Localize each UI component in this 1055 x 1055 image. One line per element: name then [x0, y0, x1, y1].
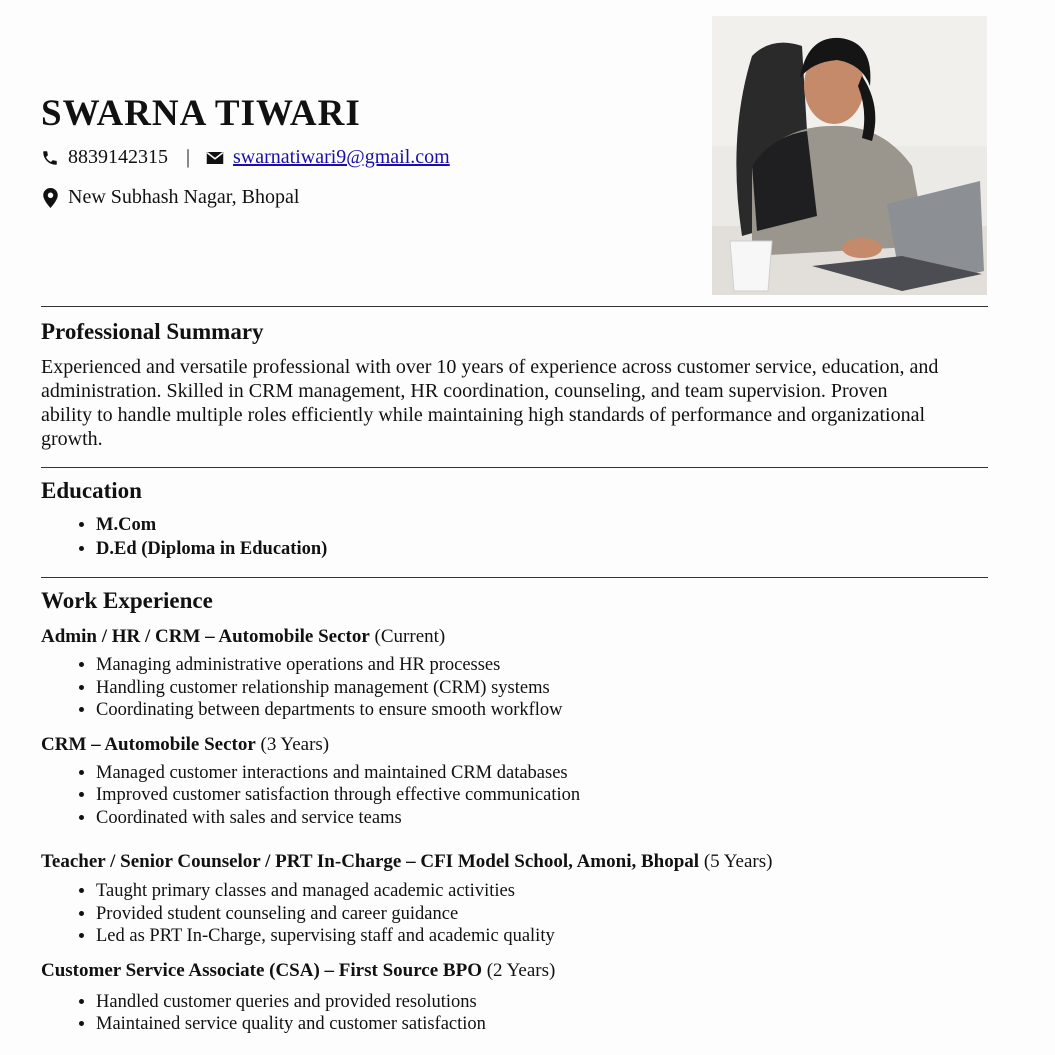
job-role: Customer Service Associate (CSA) – First Source BPO — [41, 959, 482, 981]
list-item: • Led as PRT In-Charge, supervising staff and academic quality — [96, 925, 988, 948]
job-bullets — [41, 654, 988, 722]
email-link[interactable]: swarnatiwari9@gmail.com — [233, 146, 450, 168]
job-duration: (5 Years) — [703, 851, 773, 872]
job-duration: (Current) — [374, 626, 446, 647]
contact-separator: | — [186, 146, 191, 168]
job-title — [41, 734, 988, 756]
candidate-name: SWARNA TIWARI — [41, 93, 361, 134]
job-entry — [41, 851, 988, 948]
resume-header — [41, 0, 988, 306]
list-item: • Managed customer interactions and maintained CRM databases — [96, 762, 988, 785]
list-item: • M.Com — [96, 513, 988, 537]
list-item: • Provided student counseling and career guidance — [96, 903, 988, 926]
education-section — [41, 468, 988, 561]
work-heading: Work Experience — [41, 588, 213, 613]
summary-heading: Professional Summary — [41, 319, 264, 344]
job-duration: (2 Years) — [486, 959, 556, 981]
job-entry — [41, 734, 988, 830]
phone-number[interactable]: 8839142315 — [68, 146, 168, 168]
job-title — [41, 626, 988, 648]
education-list — [41, 513, 988, 561]
list-item: • Maintained service quality and customer satisfaction — [96, 1013, 988, 1036]
profile-photo — [712, 16, 987, 295]
education-heading: Education — [41, 478, 142, 503]
list-item: • Taught primary classes and managed academic activities — [96, 880, 988, 903]
work-section — [41, 578, 988, 1036]
job-role: CRM – Automobile Sector — [41, 733, 256, 755]
phone-icon — [41, 148, 59, 168]
contact-line-location — [41, 186, 299, 209]
contact-line-phone-email — [41, 146, 450, 169]
job-title — [41, 960, 988, 982]
summary-text: Experienced and versatile professional with over 10 years of experience across customer service, education, and administration. Skilled in CRM management, HR coordination, counseling, and team supervision. Proven ability to handle multiple roles efficiently while maintaining high standards of performance and organizational growth. — [41, 356, 939, 450]
envelope-icon — [206, 148, 224, 168]
map-pin-icon — [41, 188, 59, 208]
location-text: New Subhash Nagar, Bhopal — [68, 186, 300, 208]
job-role: Admin / HR / CRM – Automobile Sector — [41, 626, 370, 647]
list-item: • D.Ed (Diploma in Education) — [96, 537, 988, 561]
job-entry — [41, 960, 988, 1036]
job-bullets — [41, 991, 988, 1036]
summary-section — [41, 307, 988, 451]
resume-page — [41, 0, 988, 1036]
job-duration: (3 Years) — [260, 733, 330, 755]
list-item: • Coordinated with sales and service teams — [96, 807, 988, 830]
list-item: • Coordinating between departments to ensure smooth workflow — [96, 699, 988, 722]
job-title — [41, 851, 988, 873]
job-bullets — [41, 880, 988, 948]
list-item: • Handled customer queries and provided resolutions — [96, 991, 988, 1014]
list-item: • Managing administrative operations and HR processes — [96, 654, 988, 677]
job-role: Teacher / Senior Counselor / PRT In-Charge – CFI Model School, Amoni, Bhopal — [41, 851, 700, 872]
job-bullets — [41, 762, 988, 830]
list-item: • Improved customer satisfaction through effective communication — [96, 784, 988, 807]
list-item: • Handling customer relationship management (CRM) systems — [96, 677, 988, 700]
job-entry — [41, 626, 988, 722]
